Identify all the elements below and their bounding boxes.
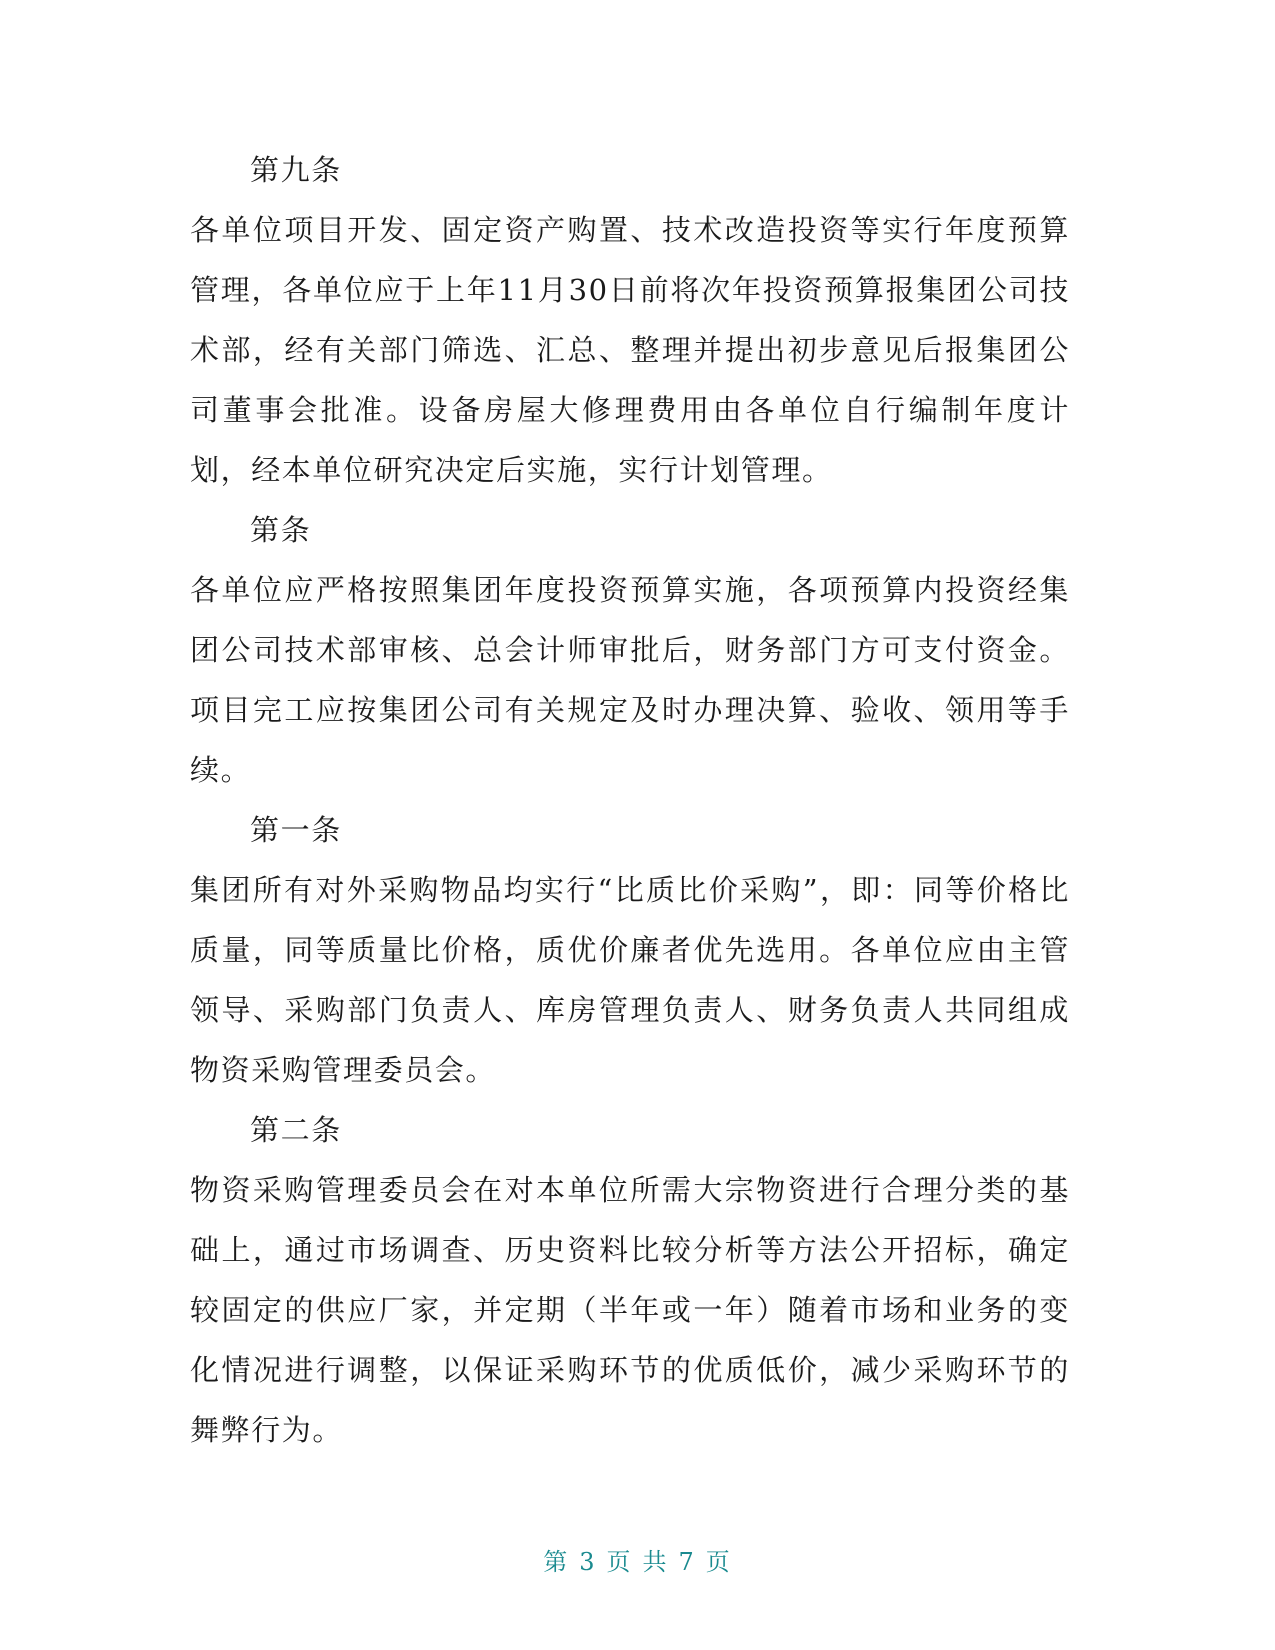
page-footer [0, 1542, 1275, 1577]
article-body: 物资采购管理委员会在对本单位所需大宗物资进行合理分类的基础上，通过市场调查、历史资料比较分析等方法公开招标，确定较固定的供应厂家，并定期（半年或一年）随着市场和业务的变化情况进行调整，以保证采购环节的优质低价，减少采购环节的舞弊行为。 [190, 1173, 1070, 1447]
footer-total-pages: 7 [678, 1548, 696, 1576]
article-body: 各单位应严格按照集团年度投资预算实施，各项预算内投资经集团公司技术部审核、总会计师审批后，财务部门方可支付资金。项目完工应按集团公司有关规定及时办理决算、验收、领用等手续。 [190, 573, 1070, 787]
article-body: 集团所有对外采购物品均实行“比质比价采购”，即：同等价格比质量，同等质量比价格，质优价廉者优先选用。各单位应由主管领导、采购部门负责人、库房管理负责人、财务负责人共同组成物资采购管理委员会。 [190, 873, 1070, 1087]
footer-total-word: 共 [642, 1548, 669, 1576]
article-9 [190, 140, 1070, 500]
article-12 [190, 1100, 1070, 1460]
article-heading: 第九条 [250, 153, 342, 187]
footer-page-word: 页 [606, 1548, 633, 1576]
document-content [190, 140, 1070, 1460]
article-10 [190, 500, 1070, 800]
article-11 [190, 800, 1070, 1100]
article-heading: 第条 [250, 513, 312, 547]
article-heading: 第一条 [250, 813, 342, 847]
article-body: 各单位项目开发、固定资产购置、技术改造投资等实行年度预算管理，各单位应于上年11月30日前将次年投资预算报集团公司技术部，经有关部门筛选、汇总、整理并提出初步意见后报集团公司董事会批准。设备房屋大修理费用由各单位自行编制年度计划，经本单位研究决定后实施，实行计划管理。 [190, 213, 1070, 487]
footer-prefix: 第 [543, 1548, 570, 1576]
footer-current-page: 3 [579, 1548, 597, 1576]
article-heading: 第二条 [250, 1113, 342, 1147]
footer-suffix: 页 [705, 1548, 732, 1576]
